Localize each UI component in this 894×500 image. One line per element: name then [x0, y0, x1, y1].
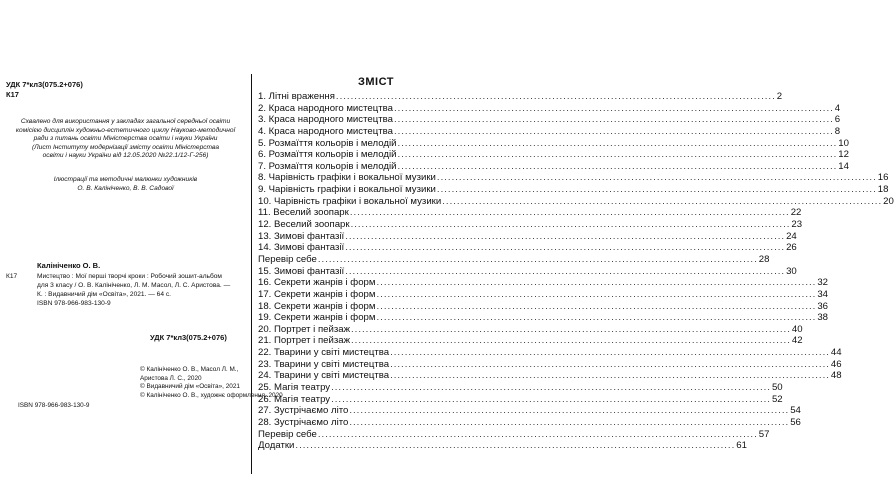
- illustrations-credit: [0, 176, 251, 193]
- dot-leader: ........................................................................................................................: [442, 195, 883, 207]
- contents-entry: [258, 312, 829, 324]
- contents-entry: [258, 91, 783, 103]
- contents-entry-page: 6: [834, 114, 841, 126]
- contents-entry-page: 18: [877, 184, 889, 196]
- contents-entry-title: 5. Розмаїття кольорів і мелодій: [258, 137, 397, 149]
- contents-entry: [258, 242, 797, 254]
- contents-entry-page: 52: [771, 393, 783, 405]
- dot-leader: ........................................................................................................................: [350, 219, 791, 231]
- dot-leader: ........................................................................................................................: [351, 323, 791, 335]
- contents-entry-title: 25. Магія театру: [258, 382, 331, 394]
- dot-leader: ........................................................................................................................: [349, 405, 790, 417]
- contents-entry: [258, 265, 797, 278]
- contents-entry-title: Перевір себе: [258, 253, 317, 265]
- catalog-index: К17: [6, 90, 19, 99]
- dot-leader: ........................................................................................................................: [345, 265, 786, 277]
- contents-entry-page: 32: [817, 277, 829, 289]
- dot-leader: ........................................................................................................................: [345, 242, 786, 254]
- contents-entry-page: 20: [883, 195, 894, 207]
- copyright-line: © Калініченко О. В., Масол Л. М.,: [140, 366, 239, 373]
- copyright-line: © Калініченко О. В., художнє оформлення, 2020: [140, 392, 283, 400]
- contents-entry: [258, 416, 801, 429]
- dot-leader: ........................................................................................................................: [376, 288, 817, 300]
- contents-entry-title: 2. Краса народного мистецтва: [258, 102, 393, 114]
- dot-leader: ........................................................................................................................: [390, 370, 830, 382]
- dot-leader: ........................................................................................................................: [376, 300, 817, 312]
- contents-entry-title: 11. Веселий зоопарк: [258, 207, 349, 219]
- dot-leader: ........................................................................................................................: [331, 393, 771, 405]
- contents-entry-page: 4: [834, 102, 841, 114]
- contents-entry: [258, 393, 783, 406]
- contents-entry-title: 15. Зимові фантазії: [258, 265, 345, 277]
- illustrations-line: О. В. Калініченко, В. В. Садової: [77, 184, 174, 192]
- contents-entry: [258, 219, 803, 231]
- approval-line: Схвалено для використання у закладах загальної середньої освіти: [20, 118, 231, 125]
- contents-entry: [258, 277, 829, 289]
- dot-leader: ........................................................................................................................: [390, 347, 830, 359]
- contents-entry: [258, 300, 829, 313]
- contents-entry: [258, 335, 803, 347]
- contents-entry-title: 3. Краса народного мистецтва: [258, 114, 393, 126]
- copyright-line: © Видавничий дім «Освіта», 2021: [140, 383, 240, 391]
- dot-leader: ........................................................................................................................: [393, 125, 834, 137]
- contents-entry-title: 14. Зимові фантазії: [258, 242, 345, 254]
- contents-entry-page: 44: [830, 347, 842, 359]
- contents-entry-page: 36: [817, 300, 829, 312]
- catalog-code: К17: [6, 273, 18, 280]
- dot-leader: ........................................................................................................................: [317, 253, 758, 265]
- contents-entry: [258, 288, 829, 301]
- approval-line: освіти і науки України від 12.05.2020 №22.1/12-Г-256): [42, 152, 209, 160]
- catalog-line: Мистецтво : Мої перші творчі кроки : Робочий зошит-альбом: [37, 273, 222, 280]
- catalog-record: [37, 273, 245, 309]
- contents-entry: [258, 137, 849, 150]
- contents-entry-page: 48: [830, 370, 842, 382]
- contents-entry: [258, 184, 889, 196]
- contents-entry: [258, 102, 841, 115]
- contents-entry: [258, 405, 801, 417]
- catalog-line: К. : Видавничий дім «Освіта», 2021. — 64 с.: [37, 290, 171, 298]
- contents-entry: [258, 172, 889, 184]
- contents-entry: [258, 323, 803, 336]
- contents-list: [258, 91, 894, 452]
- contents-entry: [258, 440, 747, 452]
- contents-entry-page: 30: [786, 265, 797, 277]
- contents-entry-title: 12. Веселий зоопарк: [258, 219, 350, 231]
- dot-leader: ........................................................................................................................: [345, 230, 786, 242]
- udk-header: [6, 80, 83, 100]
- contents-entry-page: 2: [776, 91, 783, 102]
- contents-entry-page: 54: [790, 405, 801, 417]
- approval-line: ради з питань освіти Міністерства освіти і науки України: [33, 135, 218, 143]
- dot-leader: ........................................................................................................................: [351, 335, 791, 347]
- dot-leader: ........................................................................................................................: [349, 207, 790, 219]
- contents-entry-page: 40: [791, 323, 803, 335]
- contents-entry-page: 34: [817, 288, 829, 300]
- illustrations-line: Ілюстрації та методичні малюнки художників: [53, 176, 198, 183]
- contents-entry-title: 28. Зустрічаємо літо: [258, 416, 349, 428]
- contents-entry-page: 24: [786, 230, 797, 242]
- contents-entry-page: 50: [771, 382, 783, 394]
- copyright-line: Аристова Л. С., 2020: [140, 374, 202, 382]
- contents-entry-title: 13. Зимові фантазії: [258, 230, 345, 242]
- contents-entry-page: 38: [817, 312, 829, 324]
- approval-line: (Лист Інституту модернізації змісту освіти Міністерства: [31, 143, 220, 151]
- dot-leader: ........................................................................................................................: [390, 358, 830, 370]
- approval-statement: [0, 118, 251, 161]
- contents-entry: [258, 230, 797, 243]
- contents-entry-title: 8. Чарівність графіки і вокальної музики: [258, 172, 436, 184]
- contents-entry-page: 61: [736, 440, 747, 452]
- contents-entry-title: 16. Секрети жанрів і форм: [258, 277, 376, 289]
- contents-entry-title: 19. Секрети жанрів і форм: [258, 312, 376, 324]
- contents-entry-page: 8: [834, 125, 841, 137]
- dot-leader: ........................................................................................................................: [436, 172, 877, 184]
- catalog-line: для 3 класу / О. В. Калініченко, Л. М. Масол, Л. С. Аристова. —: [37, 281, 231, 289]
- contents-entry-title: 26. Магія театру: [258, 393, 331, 405]
- contents-entry: [258, 149, 849, 161]
- contents-entry-title: 1. Літні враження: [258, 91, 335, 102]
- contents-entry-page: 14: [838, 160, 849, 172]
- contents-entry-page: 16: [877, 172, 889, 184]
- catalog-isbn: ISBN 978-966-983-130-9: [37, 299, 111, 307]
- contents-entry-page: 22: [790, 207, 802, 219]
- contents-entry-title: 17. Секрети жанрів і форм: [258, 288, 376, 300]
- contents-entry-page: 23: [791, 219, 803, 231]
- contents-title: ЗМІСТ: [358, 76, 394, 88]
- contents-entry-title: 4. Краса народного мистецтва: [258, 125, 393, 137]
- contents-entry-title: 10. Чарівність графіки і вокальної музики: [258, 195, 442, 207]
- contents-entry: [258, 207, 802, 219]
- contents-entry: [258, 382, 783, 394]
- contents-entry-title: 20. Портрет і пейзаж: [258, 323, 351, 335]
- contents-entry-page: 57: [758, 428, 770, 440]
- approval-line: комісією дисциплін художньо-естетичного циклу Науково-методичної: [15, 126, 236, 134]
- contents-entry-title: 27. Зустрічаємо літо: [258, 405, 349, 417]
- udk-code: УДК 7*кл3(075.2+076): [6, 80, 83, 89]
- contents-entry: [258, 160, 849, 173]
- contents-entry-title: Перевір себе: [258, 428, 317, 440]
- contents-entry: [258, 347, 842, 359]
- contents-entry-page: 56: [790, 416, 801, 428]
- dot-leader: ........................................................................................................................: [376, 277, 817, 289]
- contents-entry: [258, 428, 770, 441]
- isbn: ISBN 978-966-983-130-9: [18, 402, 90, 409]
- dot-leader: ........................................................................................................................: [393, 102, 834, 114]
- contents-entry-title: Додатки: [258, 440, 295, 452]
- contents-entry: [258, 125, 841, 138]
- udk-code-right: УДК 7*кл3(075.2+076): [150, 333, 227, 342]
- contents-entry-title: 21. Портрет і пейзаж: [258, 335, 351, 347]
- dot-leader: ........................................................................................................................: [393, 114, 834, 126]
- dot-leader: ........................................................................................................................: [349, 416, 790, 428]
- contents-entry: [258, 114, 841, 126]
- contents-entry-title: 23. Тварини у світі мистецтва: [258, 358, 390, 370]
- dot-leader: ........................................................................................................................: [397, 160, 838, 172]
- contents-entry-title: 9. Чарівність графіки і вокальної музики: [258, 184, 436, 196]
- dot-leader: ........................................................................................................................: [436, 184, 877, 196]
- dot-leader: ........................................................................................................................: [317, 428, 758, 440]
- contents-entry-page: 10: [838, 137, 849, 149]
- dot-leader: ........................................................................................................................: [335, 91, 776, 102]
- contents-entry-title: 6. Розмаїття кольорів і мелодій: [258, 149, 397, 161]
- dot-leader: ........................................................................................................................: [397, 149, 838, 161]
- contents-entry-page: 28: [758, 253, 770, 265]
- dot-leader: ........................................................................................................................: [295, 440, 736, 452]
- contents-entry: [258, 195, 894, 208]
- contents-entry: [258, 370, 842, 382]
- contents-entry-title: 7. Розмаїття кольорів і мелодій: [258, 160, 397, 172]
- dot-leader: ........................................................................................................................: [397, 137, 838, 149]
- author-name: Калініченко О. В.: [37, 261, 101, 270]
- contents-entry: [258, 358, 842, 371]
- contents-entry-page: 46: [830, 358, 842, 370]
- contents-entry-title: 24. Тварини у світі мистецтва: [258, 370, 390, 382]
- contents-entry-title: 22. Тварини у світі мистецтва: [258, 347, 390, 359]
- column-divider: [251, 74, 252, 474]
- contents-entry-page: 26: [786, 242, 797, 254]
- contents-entry-page: 42: [791, 335, 803, 347]
- contents-entry-title: 18. Секрети жанрів і форм: [258, 300, 376, 312]
- dot-leader: ........................................................................................................................: [331, 382, 771, 394]
- contents-entry-page: 12: [838, 149, 849, 161]
- contents-entry: [258, 253, 770, 266]
- dot-leader: ........................................................................................................................: [376, 312, 817, 324]
